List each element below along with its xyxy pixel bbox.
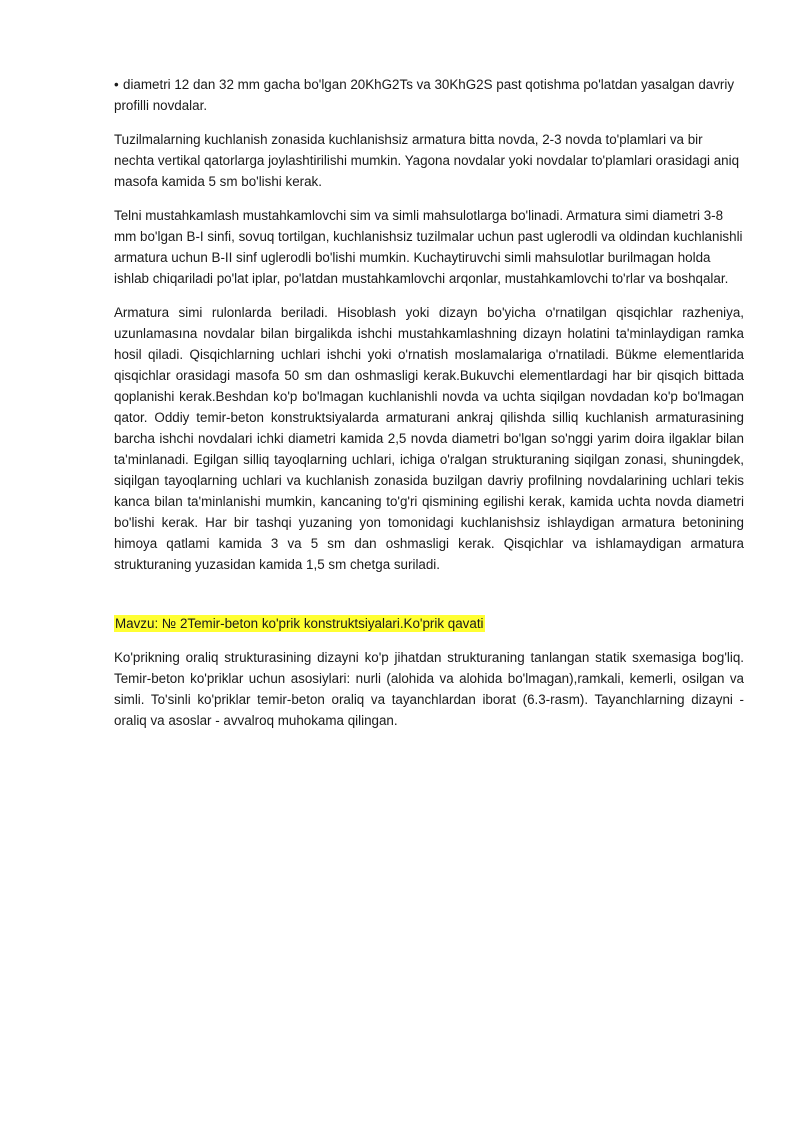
paragraph-tension-zone: Tuzilmalarning kuchlanish zonasida kuchlanishsiz armatura bitta novda, 2-3 novda to'plamlari va bir nechta vertikal qatorlarga joylashtirilishi mumkin. Yagona novdalar yoki novdalar to'plamlari orasidagi aniq masofa kamida 5 sm bo'lishi kerak.	[114, 132, 740, 189]
paragraph-wire-reinforcement: Telni mustahkamlash mustahkamlovchi sim va simli mahsulotlarga bo'linadi. Armatura simi diametri 3-8 mm bo'lgan B-I sinfi, sovuq tortilgan, kuchlanishsiz tuzilmalar uchun past uglerodli va oldindan kuchlanishli armatura uchun B-II sinf uglerodli bo'lishi mumkin. Kuchaytiruvchi simli mahsulotlar burilmagan holda ishlab chiqariladi po'lat iplar, po'latdan mustahkamlovchi arqonlar, mustahkamlovchi to'rlar va boshqalar.	[114, 208, 743, 286]
paragraph-reinforcement-wire-rolls: Armatura simi rulonlarda beriladi. Hisoblash yoki dizayn bo'yicha o'rnatilgan qisqichlar razheniya, uzunlamasına novdalar bilan birgalikda ishchi mustahkamlashning dizayn holatini ta'minlaydigan ramka hosil qiladi. Qisqichlarning uchlari ishchi yoki o'rnatish moslamalariga o'rnatiladi. Bükme elementlarida qisqichlar orasidagi masofa 50 sm dan oshmasligi kerak.Bukuvchi elementlardagi har bir qisqich bittada qoplanishi kerak.Beshdan ko'p bo'lmagan kuchlanishli novda va uchta siqilgan novdadan ko'p bo'lmagan qator. Oddiy temir-beton konstruktsiyalarda armaturani ankraj qilishda silliq kuchlanish armaturasining barcha ishchi novdalari ichki diametri kamida 2,5 novda diametri bo'lgan so'nggi yarim doira ilgaklar bilan ta'minlanadi. Egilgan silliq tayoqlarning uchlari, ichiga o'ralgan strukturaning siqilgan zonasi, shuningdek, siqilgan tayoqlarning uchlari va kuchlanish zonasida buzilgan davriy profilning novdalarining uchlari tekis kanca bilan ta'minlanishi mumkin, kancaning to'g'ri qismining egilishi kerak, kamida uchta novda diametri bo'lishi kerak. Har bir tashqi yuzaning yon tomonidagi kuchlanishsiz ishlaydigan armatura betonining himoya qatlami kamida 3 va 5 sm dan oshmasligi kerak. Qisqichlar va ishlamaydigan armatura strukturaning yuzasidan kamida 1,5 sm chetga suriladi.	[114, 305, 744, 572]
bullet-item	[114, 74, 744, 116]
bullet-text: diametri 12 dan 32 mm gacha bo'lgan 20KhG2Ts va 30KhG2S past qotishma po'latdan yasalgan davriy profilli novdalar.	[114, 77, 735, 113]
bullet-marker: •	[114, 77, 119, 92]
spacer	[114, 588, 744, 613]
highlighted-heading-text: Mavzu: № 2Temir-beton ko'prik konstruktsiyalari.Ko'prik qavati	[115, 616, 484, 631]
document-page	[114, 74, 744, 744]
paragraph-bridge-span-design: Ko'prikning oraliq strukturasining dizayni ko'p jihatdan strukturaning tanlangan statik sxemasiga bog'liq. Temir-beton ko'priklar uchun asosiylari: nurli (alohida va alohida bo'lmagan),ramkali, kemerli, osilgan va simli. To'sinli ko'priklar temir-beton oraliq va tayanchlardan iborat (6.3-rasm). Tayanchlarning dizayni - oraliq va asoslar - avvalroq muhokama qilingan.	[114, 650, 744, 728]
section-heading	[114, 613, 744, 634]
